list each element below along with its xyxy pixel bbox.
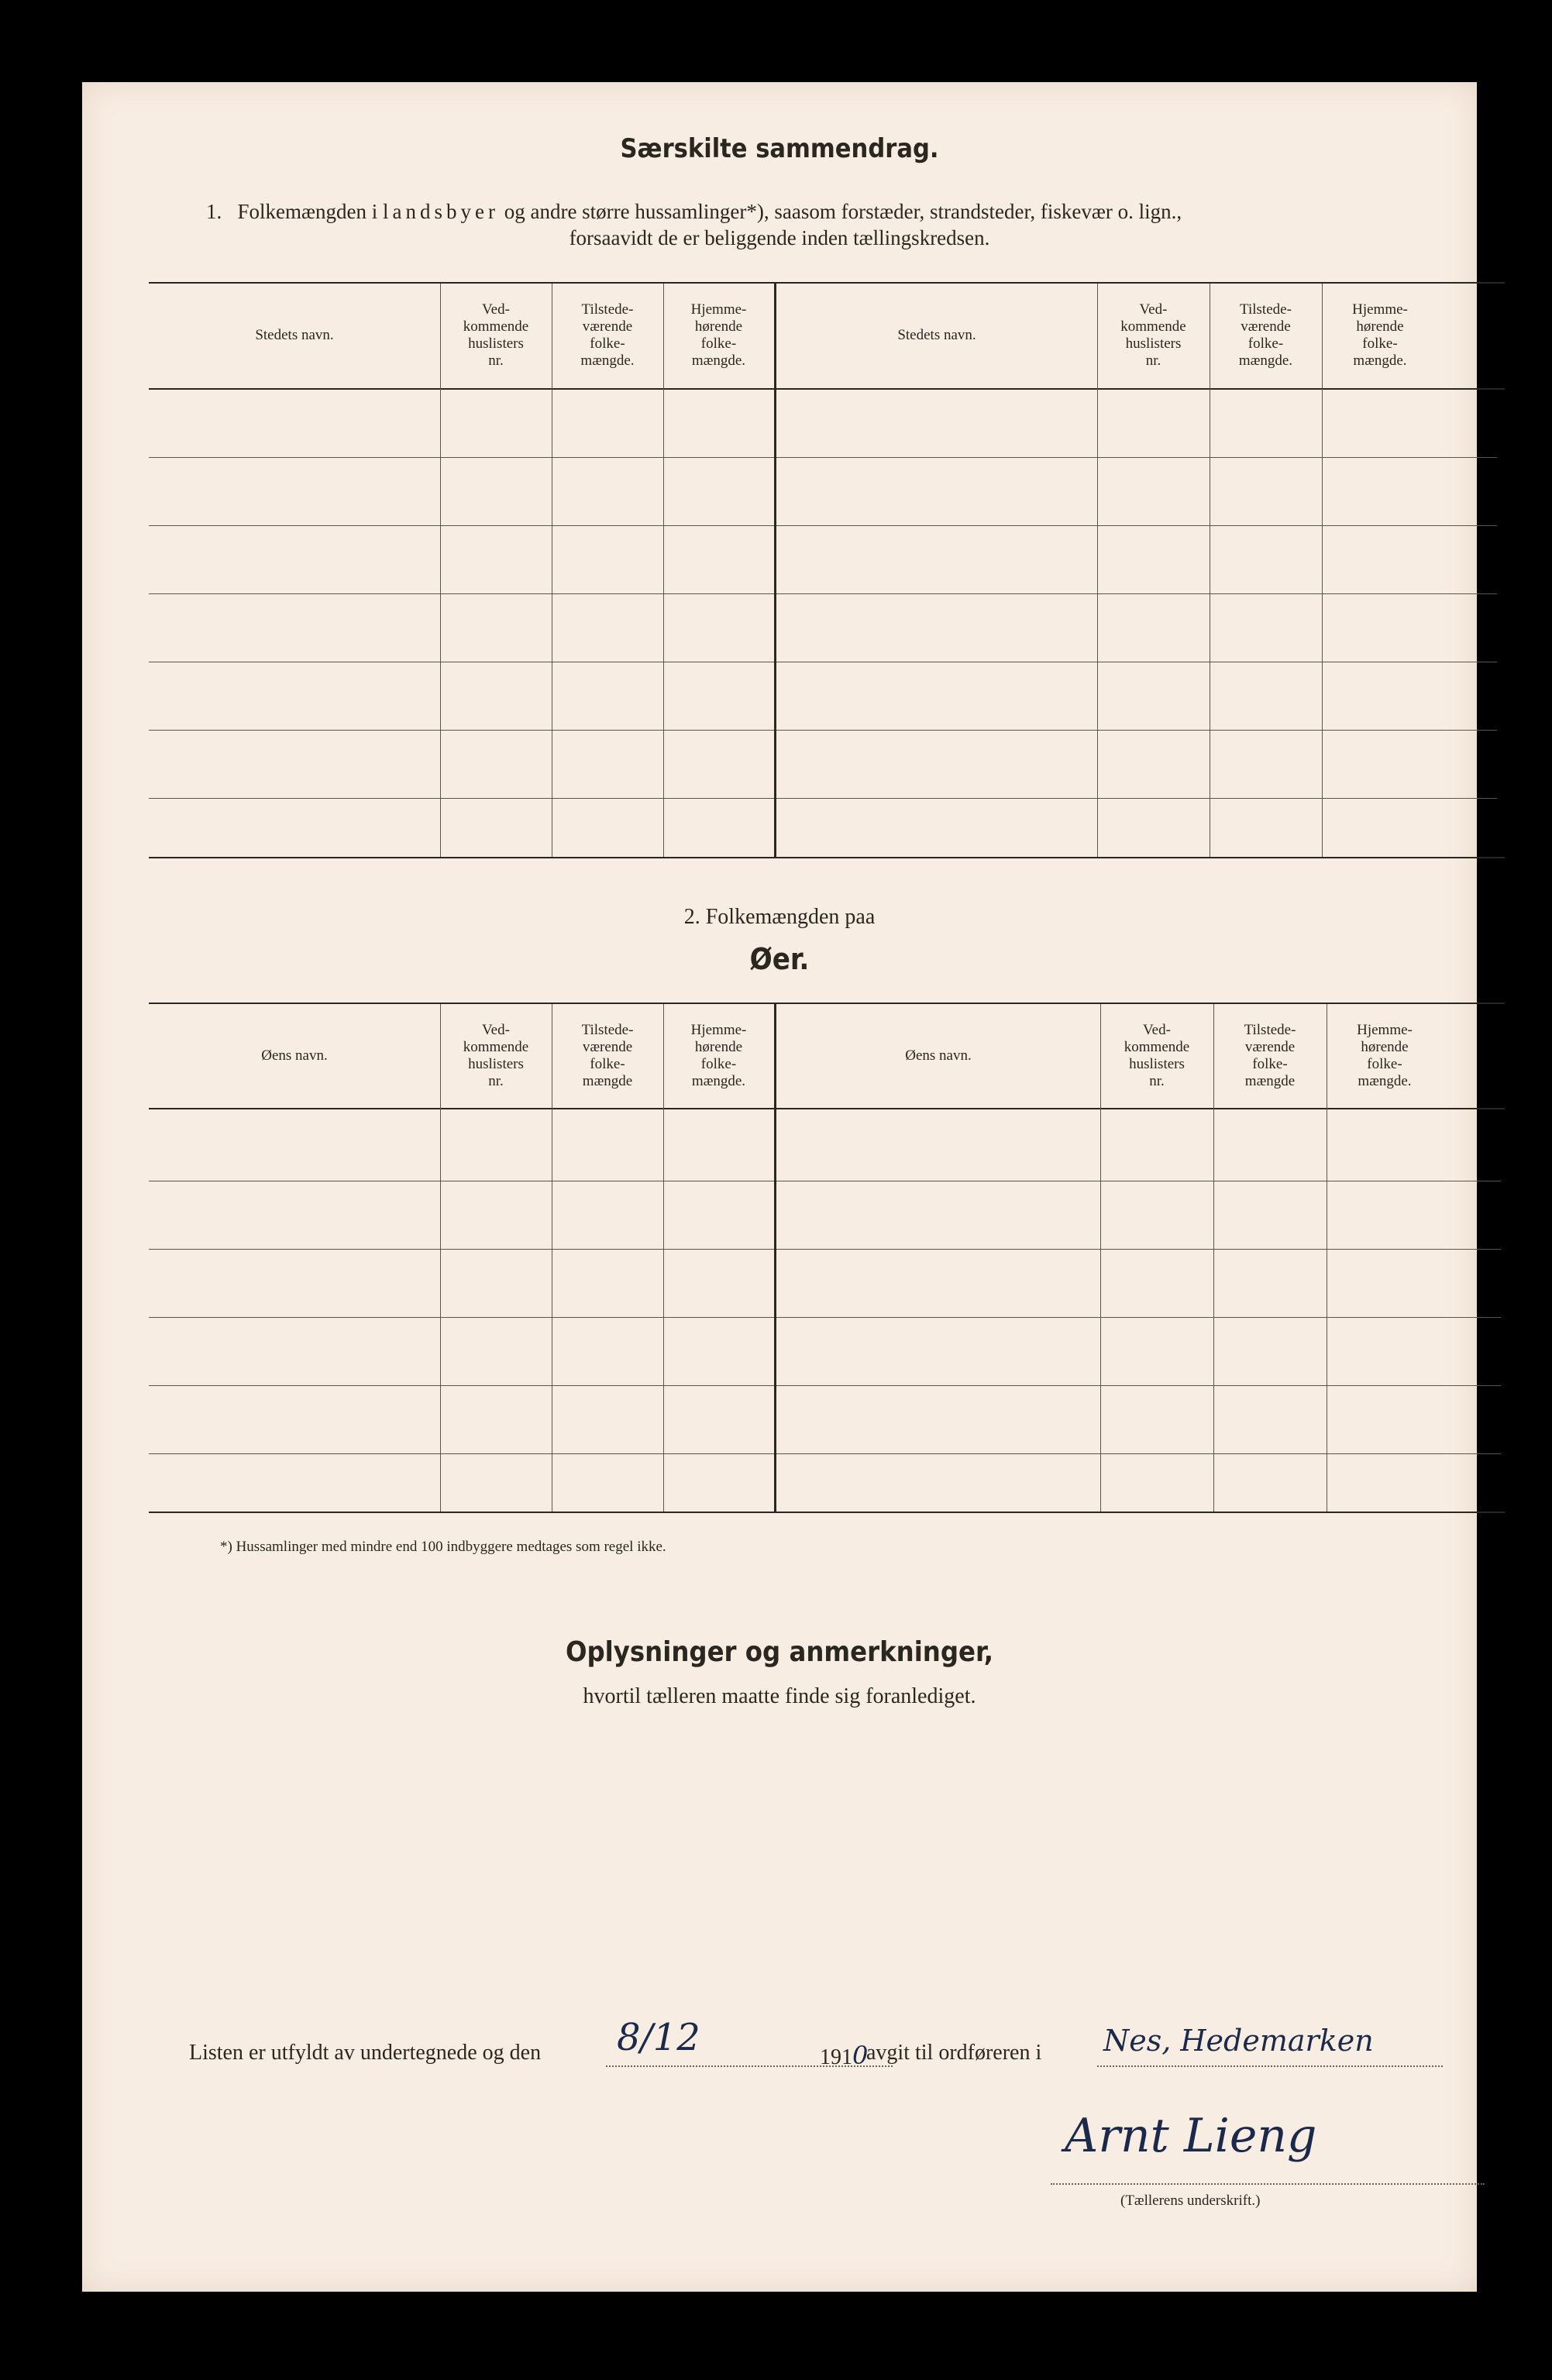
section2-heading: 2. Folkemængden paa bbox=[683, 905, 876, 929]
signature-line bbox=[1051, 2183, 1485, 2185]
header-hjemmehorende-right: Hjemme- hørende folke- mængde. bbox=[1357, 1022, 1413, 1089]
intro-number: 1. bbox=[206, 200, 222, 223]
year-handwritten: 0 bbox=[852, 2041, 869, 2070]
header-huslisters-nr-right: Ved- kommende huslisters nr. bbox=[1124, 1022, 1190, 1089]
footnote: *) Hussamlinger med mindre end 100 indbyggere medtages som regel ikke. bbox=[220, 1539, 666, 1555]
table1-header-rule bbox=[149, 388, 1505, 390]
header-huslisters-nr: Ved- kommende huslisters nr. bbox=[463, 1022, 529, 1089]
header-tilstedevaerende-right: Tilstede- værende folke- mængde bbox=[1244, 1022, 1296, 1089]
signature-caption: (Tællerens underskrift.) bbox=[1120, 2193, 1261, 2209]
table-row bbox=[149, 1385, 1501, 1386]
table2-header-rule bbox=[149, 1108, 1505, 1109]
header-stedets-navn-right: Stedets navn. bbox=[897, 327, 976, 343]
signoff-line bbox=[189, 2041, 541, 2065]
table-row bbox=[149, 593, 1497, 594]
section3-title: Oplysninger og anmerkninger, bbox=[565, 1636, 994, 1668]
signoff-text-mid: avgit til ordføreren i bbox=[866, 2041, 1042, 2065]
table1-top-rule bbox=[149, 282, 1505, 284]
table-row bbox=[149, 1317, 1501, 1318]
handwritten-place: Nes, Hedemarken bbox=[1103, 2024, 1374, 2058]
intro-line-1 bbox=[206, 200, 1182, 224]
header-tilstedevaerende-right: Tilstede- værende folke- mængde. bbox=[1238, 301, 1293, 369]
intro-text-pre: Folkemængden i bbox=[237, 200, 378, 223]
header-hjemmehorende: Hjemme- hørende folke- mængde. bbox=[690, 1022, 747, 1089]
place-fill-line bbox=[1097, 2065, 1443, 2067]
handwritten-signature: Arnt Lieng bbox=[1065, 2109, 1317, 2163]
header-huslisters-nr: Ved- kommende huslisters nr. bbox=[463, 301, 529, 369]
header-hjemmehorende: Hjemme- hørende folke- mængde. bbox=[690, 301, 747, 369]
table2-bottom-rule bbox=[149, 1512, 1505, 1513]
year-printed: 1910 bbox=[820, 2041, 869, 2070]
intro-text-post: og andre større hussamlinger*), saasom forstæder, strandsteder, fiskevær o. lign., bbox=[504, 200, 1182, 223]
header-stedets-navn: Stedets navn. bbox=[255, 327, 334, 343]
table-row bbox=[149, 798, 1497, 799]
section2-title: Øer. bbox=[749, 942, 810, 976]
header-tilstedevaerende: Tilstede- værende folke- mængde bbox=[581, 1022, 634, 1089]
handwritten-date: 8/12 bbox=[617, 2016, 700, 2059]
header-oens-navn-right: Øens navn. bbox=[905, 1047, 972, 1064]
page-title: Særskilte sammendrag. bbox=[620, 133, 939, 164]
intro-line-2: forsaavidt de er beliggende inden tællingskredsen. bbox=[569, 226, 990, 249]
table-row bbox=[149, 730, 1497, 731]
table-row bbox=[149, 525, 1497, 526]
signoff-text-pre: Listen er utfyldt av undertegnede og den bbox=[189, 2041, 542, 2065]
table2-top-rule bbox=[149, 1003, 1505, 1004]
header-hjemmehorende-right: Hjemme- hørende folke- mængde. bbox=[1352, 301, 1408, 369]
table-row bbox=[149, 1453, 1501, 1454]
intro-text-spaced: landsbyer bbox=[383, 200, 499, 223]
header-oens-navn: Øens navn. bbox=[261, 1047, 328, 1064]
table-row bbox=[149, 457, 1497, 458]
header-tilstedevaerende: Tilstede- værende folke- mængde. bbox=[580, 301, 635, 369]
table1-bottom-rule bbox=[149, 857, 1505, 858]
header-huslisters-nr-right: Ved- kommende huslisters nr. bbox=[1120, 301, 1186, 369]
section3-subtitle: hvortil tælleren maatte finde sig foranlediget. bbox=[583, 1684, 976, 1708]
table-row bbox=[149, 1249, 1501, 1250]
census-form-page bbox=[82, 82, 1477, 2292]
